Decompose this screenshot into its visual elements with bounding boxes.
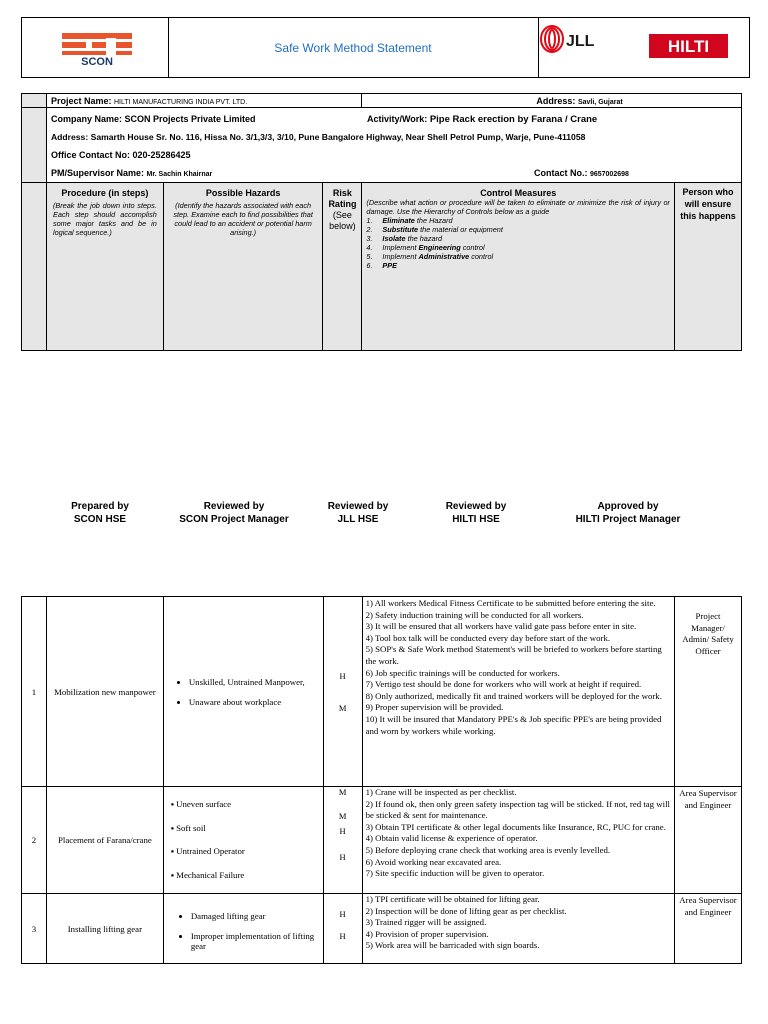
signoff-hilti-pm: Approved by HILTI Project Manager xyxy=(575,501,681,525)
jll-logo xyxy=(538,18,749,77)
risk-rating: H xyxy=(339,930,346,941)
contact-label: Contact No.: xyxy=(533,168,588,178)
hilti-logo-text: HILTI xyxy=(667,37,710,56)
hierarchy-item: 4. Implement Engineering control xyxy=(366,243,485,252)
table-row xyxy=(22,787,742,894)
risk-title-2: Rating xyxy=(328,199,357,209)
scon-logo xyxy=(22,18,168,77)
address-label: Address: xyxy=(536,95,576,106)
scon-logo-text: SCON xyxy=(81,56,113,68)
risk-rating: H xyxy=(339,670,346,681)
control-desc: (Describe what action or procedure will be taken to eliminate or minimize the risk of injury or damage. Use the Hierarchy of Controls below as a guide xyxy=(366,198,670,216)
hazard-item: Mechanical Failure xyxy=(176,869,245,880)
address-value: Savli, Gujarat xyxy=(577,98,623,106)
scon-logo-cell xyxy=(22,18,169,77)
hierarchy-item: 5. Implement Administrative control xyxy=(366,252,494,261)
document-title: Safe Work Method Statement xyxy=(274,41,432,55)
step-procedure: Installing lifting gear xyxy=(46,894,163,964)
procedure-table xyxy=(21,596,742,964)
measure-item: 5) SOP's & Safe Work method Statement's will be briefed to workers before starting the work. xyxy=(365,644,662,666)
measure-item: 8) Only authorized, medically fit and trained workers will be deployed for the work. xyxy=(365,690,662,701)
step-person: Area Supervisor and Engineer xyxy=(675,894,742,964)
hazards-header xyxy=(163,183,323,351)
hazard-item: Untrained Operator xyxy=(176,846,245,856)
measure-item: 9) Proper supervision will be provided. xyxy=(365,702,504,713)
hazard-item: • Unskilled, Untrained Manpower, xyxy=(189,677,320,687)
contact-value: 9657002698 xyxy=(589,171,629,178)
company-label: Company Name: xyxy=(50,114,122,124)
step-hazards xyxy=(163,894,323,964)
measure-item: 1) TPI certificate will be obtained for lifting gear. xyxy=(365,894,540,904)
activity-value: Pipe Rack erection by Farana / Crane xyxy=(429,114,598,125)
risk-header xyxy=(323,183,362,351)
measure-item: 3) Obtain TPI certificate & other legal documents like Insurance, RC, PUC for crane. xyxy=(365,821,666,832)
measure-item: 10) It will be insured that Mandatory PPE's & Job specific PPE's are being provided and worn by workers while working. xyxy=(365,713,662,736)
project-label: Project Name: xyxy=(50,95,112,106)
office-contact: Office Contact No: 020-25286425 xyxy=(50,150,191,160)
signoff-hilti-hse: Reviewed by HILTI HSE xyxy=(445,501,507,525)
project-value: HILTI MANUFACTURING INDIA PVT. LTD. xyxy=(114,98,248,106)
table-row xyxy=(22,597,742,787)
step-hazards xyxy=(163,597,323,787)
risk-desc: (See below) xyxy=(329,210,356,231)
step-measures xyxy=(362,894,674,964)
step-number: 3 xyxy=(22,894,47,964)
hierarchy-item: 3. Isolate the hazard xyxy=(366,234,443,243)
step-measures xyxy=(362,597,674,787)
measure-item: 4) Obtain valid license & experience of operator. xyxy=(365,833,538,844)
signoff-scon-pm: Reviewed by SCON Project Manager xyxy=(179,501,289,525)
risk-rating: M xyxy=(338,702,347,713)
risk-rating: H xyxy=(339,852,346,862)
procedure-title: Procedure (in steps) xyxy=(61,188,149,198)
measure-item: 6) Avoid working near excavated area. xyxy=(365,856,502,867)
measure-item: 7) Site specific induction will be given to operator. xyxy=(365,868,545,879)
step-number: 2 xyxy=(22,787,47,894)
measure-item: 4) Provision of proper supervision. xyxy=(365,928,489,939)
measure-item: 5) Work area will be barricaded with sign boards. xyxy=(365,940,540,951)
measure-item: 2) If found ok, then only green safety inspection tag will be sticked. If not, red tag will be sticked & sent for maintenance. xyxy=(365,798,670,821)
project-row xyxy=(22,94,742,108)
signoff-prepared: Prepared by SCON HSE xyxy=(71,501,129,525)
procedure-header xyxy=(46,183,163,351)
step-risks xyxy=(323,787,362,894)
column-header-row xyxy=(22,183,742,351)
measure-item: 5) Before deploying crane check that working area is evenly levelled. xyxy=(365,844,611,855)
step-risks xyxy=(323,597,362,787)
risk-rating: H xyxy=(339,826,346,836)
hazards-desc: (Identify the hazards associated with each step. Examine each to find possibilities that could lead to an accident or potential harm arising.) xyxy=(173,201,313,237)
measure-item: 2) Safety induction training will be conducted for all workers. xyxy=(365,609,584,620)
risk-rating: M xyxy=(338,811,347,821)
step-measures xyxy=(362,787,674,894)
risk-title-1: Risk xyxy=(332,188,352,198)
pm-value: Mr. Sachin Khairnar xyxy=(146,171,213,178)
hierarchy-item: 2. Substitute the material or equipment xyxy=(366,225,503,234)
table-row xyxy=(22,894,742,964)
measure-item: 3) It will be ensured that all workers have valid gate pass before enter in site. xyxy=(365,621,637,632)
risk-rating: M xyxy=(338,787,347,797)
project-info-table xyxy=(21,93,742,351)
measure-item: 1) All workers Medical Fitness Certificate to be submitted before entering the site. xyxy=(365,598,656,608)
measure-item: 6) Job specific trainings will be conducted for workers. xyxy=(365,667,560,678)
document-header xyxy=(21,17,750,78)
client-logos-cell xyxy=(538,18,749,77)
step-person: Area Supervisor and Engineer xyxy=(675,787,742,894)
measure-item: 1) Crane will be inspected as per checklist. xyxy=(365,787,517,797)
measure-item: 4) Tool box talk will be conducted every day before start of the work. xyxy=(365,632,611,643)
person-header: Person who will ensure this happens xyxy=(675,183,742,351)
hazard-item: Uneven surface xyxy=(176,799,232,809)
measure-item: 3) Trained rigger will be assigned. xyxy=(365,917,487,928)
step-hazards: ▪ Uneven surface ▪ Soft soil ▪ Untrained Operator ▪ Mechanical Failure xyxy=(163,787,323,894)
company-address: Address: Samarth House Sr. No. 116, Hissa No. 3/1,3/3, 3/10, Pune Bangalore Highway, Near Shell Petrol Pump, Warje, Pune-411058 xyxy=(50,132,586,142)
hazard-item: • Improper implementation of lifting gear xyxy=(191,931,320,951)
step-risks xyxy=(323,894,362,964)
hazard-item: Soft soil xyxy=(176,822,206,833)
pm-label: PM/Supervisor Name: xyxy=(50,168,144,178)
step-procedure: Mobilization new manpower xyxy=(46,597,163,787)
hazard-item: • Unaware about workplace xyxy=(189,697,320,707)
hazard-item: • Damaged lifting gear xyxy=(191,911,320,921)
procedure-desc: (Break the job down into steps. Each step should accomplish some major tasks and be in logical sequence.) xyxy=(52,201,157,237)
hierarchy-list xyxy=(366,216,670,270)
company-value: SCON Projects Private Limited xyxy=(124,114,256,124)
signoff-jll-hse: Reviewed by JLL HSE xyxy=(327,501,389,525)
step-procedure: Placement of Farana/crane xyxy=(46,787,163,894)
control-title: Control Measures xyxy=(480,188,557,198)
hilti-logo xyxy=(649,34,728,58)
measure-item: 2) Inspection will be done of lifting gear as per checklist. xyxy=(365,905,567,916)
title-cell xyxy=(168,18,539,77)
activity-label: Activity/Work: xyxy=(366,114,428,124)
control-header xyxy=(362,183,675,351)
company-details-row xyxy=(22,108,742,183)
measure-item: 7) Vertigo test should be done for workers who will work at height if required. xyxy=(365,679,642,690)
hierarchy-item: 6. PPE xyxy=(366,261,398,270)
step-person: Project Manager/ Admin/ Safety Officer xyxy=(675,597,742,787)
jll-logo-text: JLL xyxy=(566,33,595,50)
step-number: 1 xyxy=(22,597,47,787)
hierarchy-item: 1. Eliminate the Hazard xyxy=(366,216,453,225)
hazards-title: Possible Hazards xyxy=(205,188,281,198)
risk-rating: H xyxy=(339,908,346,919)
